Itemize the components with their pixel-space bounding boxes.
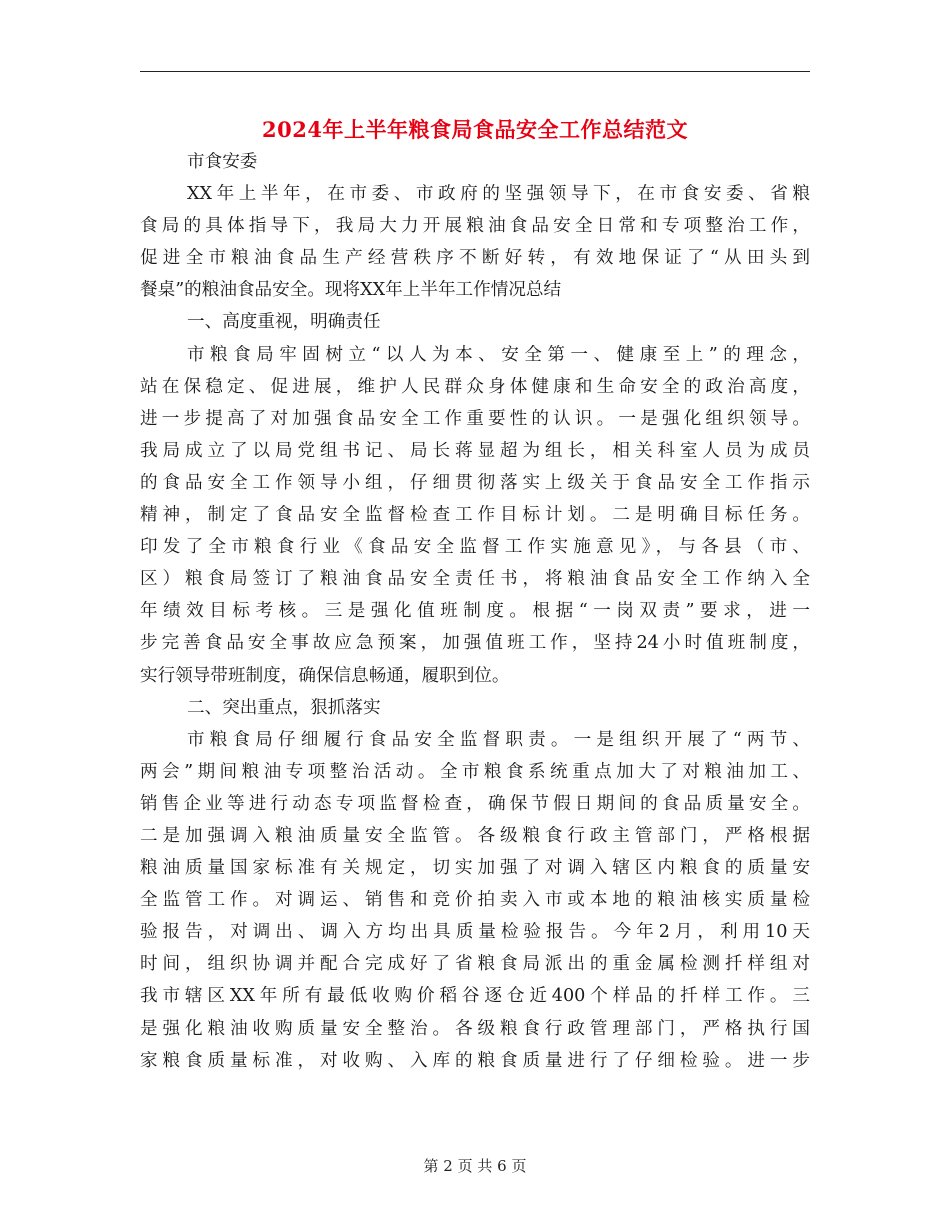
text-line: 粮油质量国家标准有关规定，切实加强了对调入辖区内粮食的质量安 bbox=[140, 858, 810, 879]
text-line: 一、高度重视，明确责任 bbox=[187, 312, 381, 333]
text-line: 市食安委 bbox=[187, 152, 258, 172]
text-line: 我市辖区XX年所有最低收购价稻谷逐仓近400个样品的扦样工作。三 bbox=[140, 986, 810, 1007]
text-line: 是强化粮油收购质量安全整治。各级粮食行政管理部门，严格执行国 bbox=[140, 1018, 810, 1039]
text-line: 促进全市粮油食品生产经营秩序不断好转，有效地保证了“从田头到 bbox=[140, 248, 810, 269]
text-line: 印发了全市粮食行业《食品安全监督工作实施意见》，与各县（市、 bbox=[140, 537, 810, 558]
text-line: 时间，组织协调并配合完成好了省粮食局派出的重金属检测扦样组对 bbox=[140, 954, 810, 975]
text-line: 全监管工作。对调运、销售和竞价拍卖入市或本地的粮油核实质量检 bbox=[140, 890, 810, 911]
text-line: 销售企业等进行动态专项监督检查，确保节假日期间的食品质量安全。 bbox=[140, 793, 810, 814]
text-line: 步完善食品安全事故应急预案，加强值班工作，坚持24小时值班制度， bbox=[140, 633, 810, 654]
text-line: XX年上半年，在市委、市政府的坚强领导下，在市食安委、省粮 bbox=[187, 184, 810, 205]
document-title: 2024年上半年粮食局食品安全工作总结范文 bbox=[262, 117, 688, 142]
page-footer: 第 2 页 共 6 页 bbox=[423, 1157, 527, 1175]
text-line: 食局的具体指导下，我局大力开展粮油食品安全日常和专项整治工作， bbox=[140, 216, 810, 237]
text-line: 我局成立了以局党组书记、局长蒋显超为组长，相关科室人员为成员 bbox=[140, 440, 810, 461]
text-line: 两会”期间粮油专项整治活动。全市粮食系统重点加大了对粮油加工、 bbox=[140, 761, 810, 782]
text-line: 餐桌”的粮油食品安全。现将XX年上半年工作情况总结 bbox=[140, 280, 562, 301]
text-line: 市粮食局仔细履行食品安全监督职责。一是组织开展了“两节、 bbox=[187, 729, 810, 750]
text-line: 站在保稳定、促进展，维护人民群众身体健康和生命安全的政治高度， bbox=[140, 376, 810, 397]
text-line: 精神，制定了食品安全监督检查工作目标计划。二是明确目标任务。 bbox=[140, 505, 810, 526]
text-line: 实行领导带班制度，确保信息畅通，履职到位。 bbox=[140, 665, 510, 686]
text-line: 年绩效目标考核。三是强化值班制度。根据“一岗双责”要求，进一 bbox=[140, 601, 810, 622]
header-rule bbox=[140, 71, 810, 72]
text-line: 市粮食局牢固树立“以人为本、安全第一、健康至上”的理念， bbox=[187, 344, 810, 365]
document-body bbox=[140, 146, 810, 1077]
text-line: 进一步提高了对加强食品安全工作重要性的认识。一是强化组织领导。 bbox=[140, 408, 810, 429]
text-line: 区）粮食局签订了粮油食品安全责任书，将粮油食品安全工作纳入全 bbox=[140, 569, 810, 590]
text-line: 二是加强调入粮油质量安全监管。各级粮食行政主管部门，严格根据 bbox=[140, 825, 810, 846]
text-line: 的食品安全工作领导小组，仔细贯彻落实上级关于食品安全工作指示 bbox=[140, 472, 810, 493]
text-line: 二、突出重点，狠抓落实 bbox=[187, 697, 381, 718]
text-line: 验报告，对调出、调入方均出具质量检验报告。今年2月，利用10天 bbox=[140, 922, 810, 943]
text-line: 家粮食质量标准，对收购、入库的粮食质量进行了仔细检验。进一步 bbox=[140, 1050, 810, 1071]
